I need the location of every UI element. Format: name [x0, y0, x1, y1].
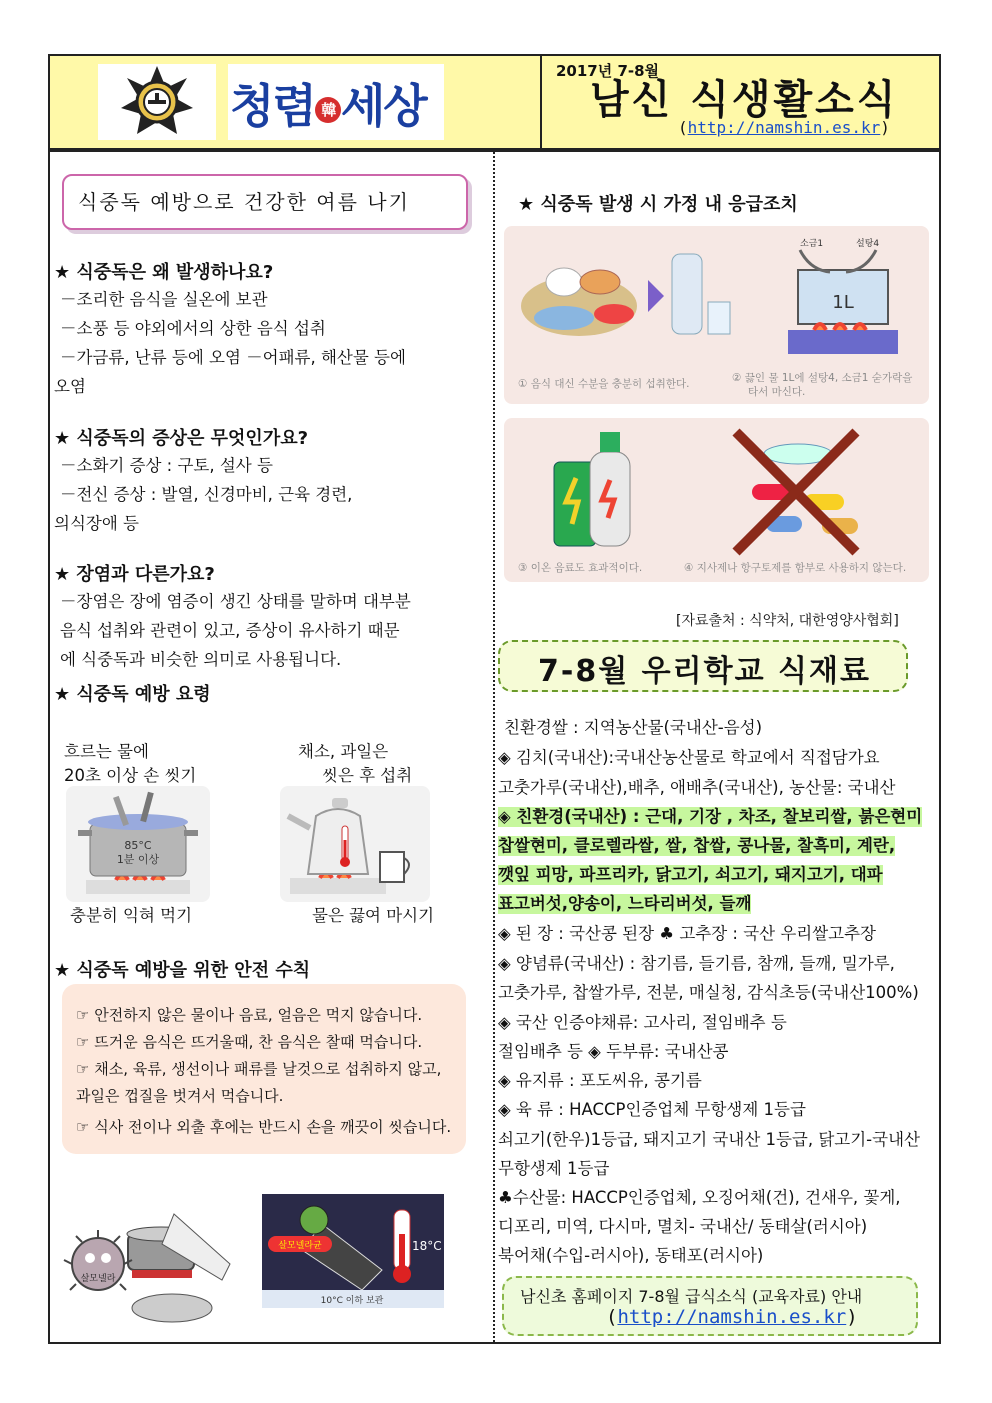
- emergency-image-3-4: [504, 418, 929, 582]
- homepage-notice-link[interactable]: (http://namshin.es.kr): [606, 1306, 858, 1328]
- q1-line: 오염: [54, 377, 86, 396]
- water-volume-label: 1L: [832, 292, 854, 313]
- prevention-item2-line1: 채소, 과일은: [298, 742, 389, 761]
- safety-rule: ☞ 채소, 육류, 생선이나 패류를 날것으로 섭취하지 않고,: [76, 1060, 442, 1078]
- emergency-image-1-2: [504, 226, 929, 404]
- ingredient-line-highlighted: 표고버섯,양송이, 느타리버섯, 들깨: [498, 894, 752, 913]
- safety-rule: ☞ 뜨거운 음식은 뜨거울때, 찬 음식은 찰때 먹습니다.: [76, 1033, 423, 1051]
- ingredient-line: 친환경쌀 : 지역농산물(국내산-음성): [504, 718, 763, 737]
- prevention-item1-line2: 20초 이상 손 씻기: [64, 766, 197, 785]
- homepage-link[interactable]: (http://namshin.es.kr): [678, 118, 890, 137]
- boiling-pot-illustration: [66, 786, 210, 902]
- newsletter-title: 남신 식생활소식: [590, 77, 899, 123]
- ingredient-line: 고춧가루, 찹쌀가루, 전분, 매실청, 감식초등(국내산100%): [498, 983, 919, 1002]
- salt-label: 소금1: [800, 239, 824, 249]
- q1-line: －조리한 음식을 실온에 보관: [60, 290, 268, 309]
- germ-label: 살모넬라: [80, 1274, 116, 1284]
- ingredient-line: ◈ 김치(국내산):국내산농산물로 학교에서 직접담가요: [498, 748, 880, 767]
- section-title: 식중독 예방으로 건강한 여름 나기: [78, 190, 410, 214]
- issue-date: 2017년 7-8월: [556, 62, 660, 80]
- emergency-caption-1: ① 음식 대신 수분을 충분히 섭취한다.: [518, 378, 690, 390]
- logo-wordmark: 청렴 韓 세상: [230, 79, 426, 133]
- prevention-item1-line1: 흐르는 물에: [64, 742, 149, 761]
- newsletter-header: [48, 54, 941, 150]
- prevention-caption1: 충분히 익혀 먹기: [70, 906, 193, 925]
- column-divider: [493, 152, 495, 1342]
- ingredient-line: 무항생제 1등급: [498, 1159, 610, 1178]
- ingredient-line: 디포리, 미역, 다시마, 멸치- 국내산/ 동태살(러시아): [498, 1217, 868, 1236]
- emergency-caption-3: ③ 이온 음료도 효과적이다.: [518, 562, 643, 574]
- prevention-heading: ★ 식중독 예방 요령: [54, 684, 211, 705]
- q1-line: －소풍 등 야외에서의 상한 음식 섭취: [60, 319, 326, 338]
- kettle-illustration: [280, 786, 430, 902]
- ingredients-title: 7-8월 우리학교 식재료: [538, 654, 871, 689]
- ingredient-line: ◈ 된 장 : 국산콩 된장 ♣ 고추장 : 국산 우리쌀고추장: [498, 924, 876, 943]
- q3-heading: ★ 장염과 다른가요?: [54, 564, 215, 585]
- q1-line: －가금류, 난류 등에 오염 －어패류, 해산물 등에: [60, 348, 406, 367]
- q2-line: －전신 증상 : 발열, 신경마비, 근육 경련,: [60, 485, 353, 504]
- ingredient-line: 고춧가루(국내산),배추, 애배추(국내산), 농산물: 국내산: [498, 778, 896, 797]
- ingredient-line: ◈ 국산 인증야채류: 고사리, 절임배추 등: [498, 1013, 787, 1032]
- q2-heading: ★ 식중독의 증상은 무엇인가요?: [54, 428, 309, 449]
- thermometer-label: 18°C: [412, 1239, 442, 1253]
- sugar-label: 설탕4: [856, 239, 880, 249]
- ingredient-line-highlighted: 깻잎 피망, 파프리카, 닭고기, 쇠고기, 돼지고기, 대파: [498, 865, 883, 884]
- ingredient-line: ◈ 육 류 : HACCP인증업체 무항생제 1등급: [498, 1100, 806, 1119]
- ingredient-line: ◈ 양념류(국내산) : 참기름, 들기름, 참깨, 들깨, 밀가루,: [498, 954, 895, 973]
- q1-heading: ★ 식중독은 왜 발생하나요?: [54, 262, 274, 283]
- ingredient-line: 절임배추 등 ◈ 두부류: 국내산콩: [498, 1042, 729, 1061]
- school-emblem-logo: [98, 64, 216, 140]
- q3-line: 에 식중독과 비슷한 의미로 사용됩니다.: [60, 650, 342, 669]
- emergency-heading: ★ 식중독 발생 시 가정 내 응급조치: [518, 194, 798, 215]
- germ-cooking-illustration: [62, 1184, 240, 1334]
- q2-line: －소화기 증상 : 구토, 설사 등: [60, 456, 273, 475]
- header-divider: [540, 56, 542, 148]
- ingredient-line: 북어채(수입-러시아), 동태포(러시아): [498, 1246, 764, 1265]
- ingredient-line: 쇠고기(한우)1등급, 돼지고기 국내산 1등급, 닭고기-국내산: [498, 1130, 920, 1149]
- salmonella-label: 살모넬라균: [278, 1241, 322, 1251]
- ingredient-line-highlighted: 찹쌀현미, 클로렐라쌀, 쌀, 찹쌀, 콩나물, 찰흑미, 계란,: [498, 836, 896, 855]
- cold-storage-illustration: [262, 1194, 444, 1308]
- emergency-caption-4: ④ 지사제나 항구토제를 함부로 사용하지 않는다.: [684, 562, 907, 574]
- ingredient-line: ◈ 유지류 : 포도씨유, 콩기름: [498, 1071, 702, 1090]
- pot-duration-label: 1분 이상: [116, 853, 160, 866]
- prevention-caption2: 물은 끓여 마시기: [312, 906, 435, 925]
- safety-rule: ☞ 식사 전이나 외출 후에는 반드시 손을 깨끗이 씻습니다.: [76, 1118, 452, 1136]
- q3-line: 음식 섭취와 관련이 있고, 증상이 유사하기 때문: [60, 621, 400, 640]
- prevention-item2-line2: 씻은 후 섭취: [322, 766, 413, 785]
- q3-line: －장염은 장에 염증이 생긴 상태를 말하며 대부분: [60, 592, 411, 611]
- q2-line: 의식장애 등: [54, 514, 139, 533]
- emergency-caption-2a: ② 끓인 물 1L에 설탕4, 소금1 숟가락을: [732, 372, 913, 384]
- safety-rule: 과일은 껍질을 벗겨서 먹습니다.: [76, 1087, 284, 1105]
- safety-rule: ☞ 안전하지 않은 물이나 음료, 얼음은 먹지 않습니다.: [76, 1006, 423, 1024]
- ingredient-line-highlighted: ◈ 친환경(국내산) : 근대, 기장 , 차조, 찰보리쌀, 붉은현미: [498, 807, 923, 826]
- safety-rules-heading: ★ 식중독 예방을 위한 안전 수칙: [54, 960, 311, 981]
- pot-temperature-label: 85°C: [124, 839, 152, 852]
- emergency-caption-2b: 타서 마신다.: [748, 386, 806, 398]
- ingredient-line: ♣수산물: HACCP인증업체, 오징어채(건), 건새우, 꽃게,: [498, 1188, 901, 1207]
- source-citation: [자료출처 : 식약처, 대한영양사협회]: [676, 613, 899, 629]
- cold-storage-label: 10°C 이하 보관: [320, 1296, 384, 1306]
- homepage-notice-text: 남신초 홈페이지 7-8월 급식소식 (교육자료) 안내: [520, 1287, 863, 1306]
